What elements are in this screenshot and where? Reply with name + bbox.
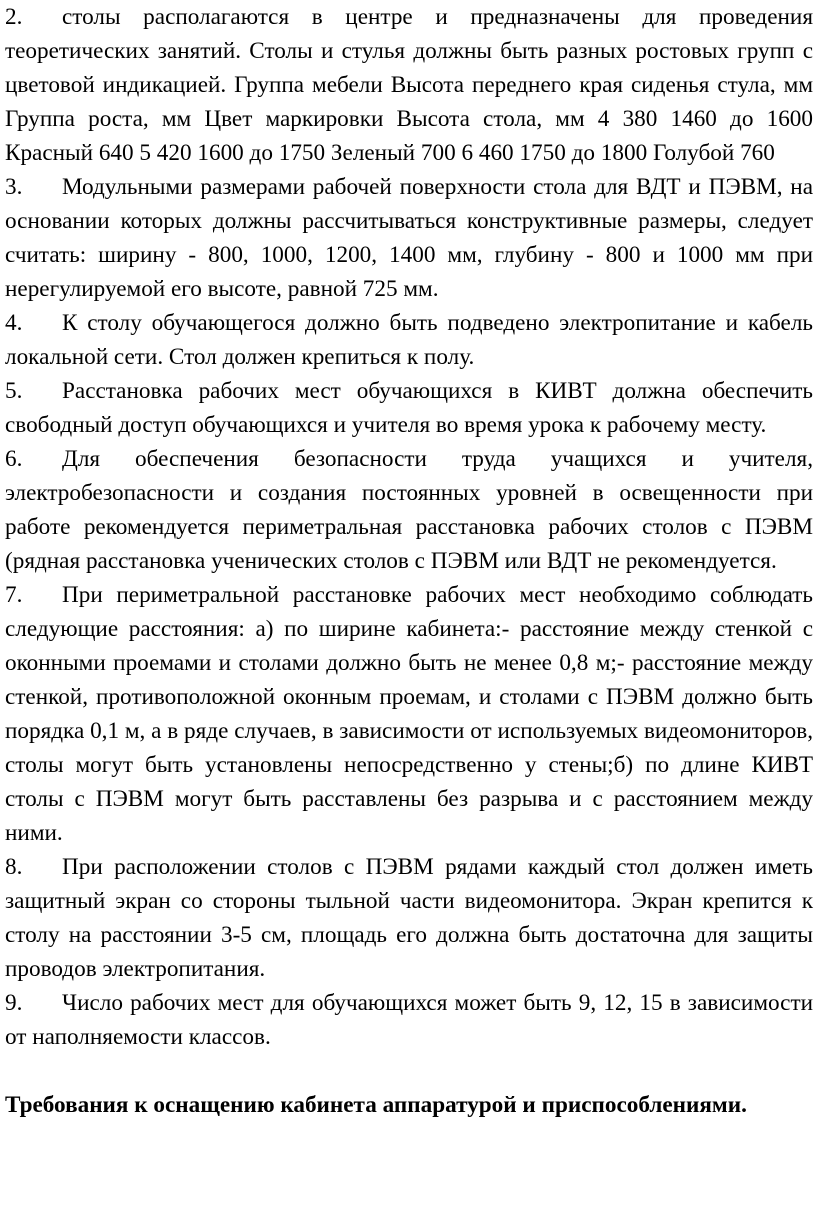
list-item-7: [5, 578, 813, 850]
item-text: Для обеспечения безопасности труда учащихся и учителя, электробезопасности и создания постоянных уровней в освещенности при работе рекомендуется периметральная расстановка рабочих столов с ПЭВМ (рядная расстановка ученических столов с ПЭВМ или ВДТ не рекомендуется.: [5, 446, 813, 574]
item-text: При периметральной расстановке рабочих мест необходимо соблюдать следующие расстояния: а) по ширине кабинета:- расстояние между стенкой с оконными проемами и столами должно быть не менее 0,8 м;- расстояние между стенкой, противоположной оконным проемам, и столами с ПЭВМ должно быть порядка 0,1 м, а в ряде случаев, в зависимости от используемых видеомониторов, столы могут быть установлены непосредственно у стены;б) по длине КИВТ столы с ПЭВМ могут быть расставлены без разрыва и с расстоянием между ними.: [5, 582, 813, 846]
item-number: 6.: [5, 446, 23, 472]
item-number: 7.: [5, 582, 23, 608]
item-number: 8.: [5, 854, 23, 880]
item-text: Число рабочих мест для обучающихся может быть 9, 12, 15 в зависимости от наполняемости классов.: [5, 990, 813, 1050]
list-item-8: [5, 850, 813, 986]
list-item-3: [5, 170, 813, 306]
item-text: К столу обучающегося должно быть подведено электропитание и кабель локальной сети. Стол должен крепиться к полу.: [5, 310, 813, 370]
item-text: При расположении столов с ПЭВМ рядами каждый стол должен иметь защитный экран со стороны тыльной части видеомонитора. Экран крепится к столу на расстоянии 3-5 см, площадь его должна быть достаточна для защиты проводов электропитания.: [5, 854, 813, 982]
list-item-2: [5, 0, 813, 170]
list-item-6: [5, 442, 813, 578]
item-number: 5.: [5, 378, 23, 404]
item-text: столы располагаются в центре и предназначены для проведения теоретических занятий. Столы и стулья должны быть разных ростовых групп с цветовой индикацией. Группа мебели Высота переднего края сиденья стула, мм Группа роста, мм Цвет маркировки Высота стола, мм 4 380 1460 до 1600 Красный 640 5 420 1600 до 1750 Зеленый 700 6 460 1750 до 1800 Голубой 760: [5, 4, 813, 166]
list-item-9: [5, 986, 813, 1054]
list-item-4: [5, 306, 813, 374]
list-item-5: [5, 374, 813, 442]
blank-line: [5, 1054, 813, 1088]
document-page: [5, 0, 813, 1122]
section-heading: Требования к оснащению кабинета аппаратурой и приспособлениями.: [5, 1092, 747, 1118]
item-number: 2.: [5, 4, 23, 30]
item-text: Расстановка рабочих мест обучающихся в КИВТ должна обеспечить свободный доступ обучающихся и учителя во время урока к рабочему месту.: [5, 378, 813, 438]
item-number: 9.: [5, 990, 23, 1016]
item-text: Модульными размерами рабочей поверхности стола для ВДТ и ПЭВМ, на основании которых должны рассчитываться конструктивные размеры, следует считать: ширину - 800, 1000, 1200, 1400 мм, глубину - 800 и 1000 мм при нерегулируемой его высоте, равной 725 мм.: [5, 174, 813, 302]
item-number: 3.: [5, 174, 23, 200]
item-number: 4.: [5, 310, 23, 336]
